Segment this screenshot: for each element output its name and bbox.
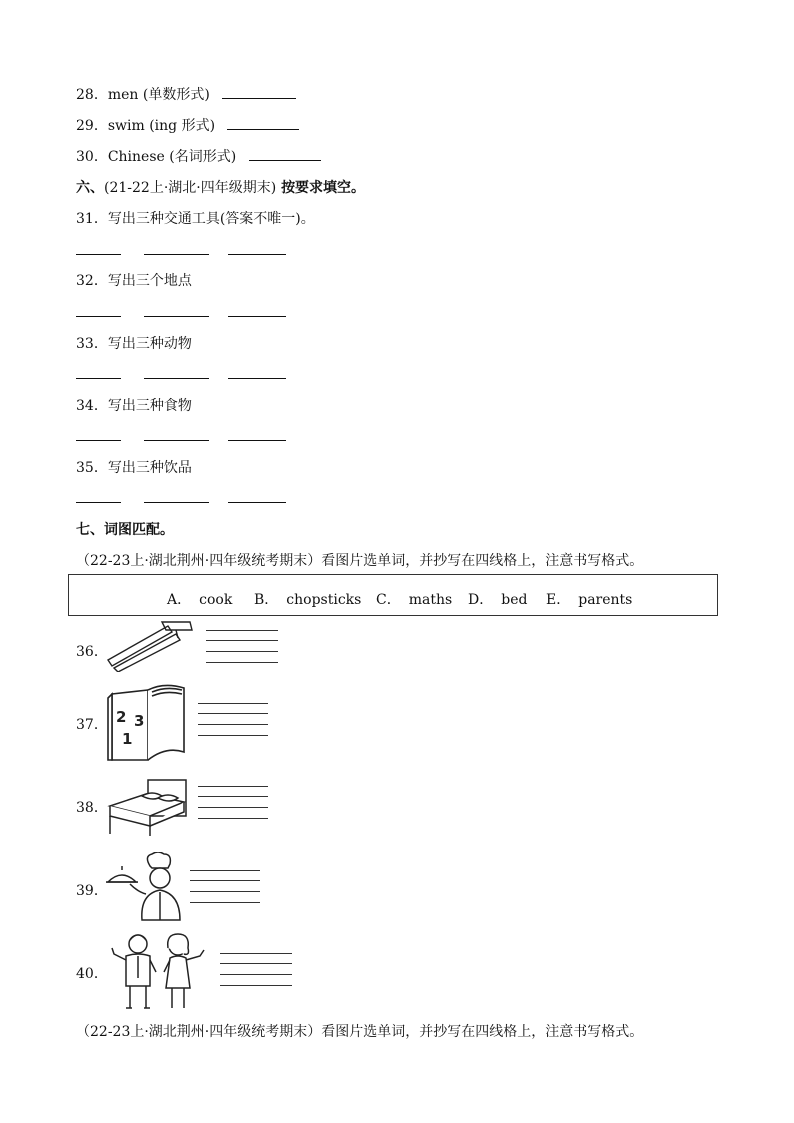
four-line-grid-39[interactable] — [190, 870, 260, 904]
section-7-instruction: （22-23上·湖北荆州·四年级统考期末）看图片选单词，并抄写在四线格上，注意书写格式。 — [76, 553, 644, 569]
item-39-number: 39． — [76, 883, 108, 899]
option-e — [546, 589, 632, 609]
question-number: 30． — [76, 149, 108, 165]
option-d — [468, 589, 527, 609]
answer-blank[interactable] — [144, 316, 209, 317]
answer-blank[interactable] — [228, 316, 286, 317]
book-digit: 1 — [122, 730, 133, 748]
option-word: parents — [578, 592, 633, 608]
answer-blank[interactable] — [227, 117, 299, 130]
question-text: 写出三种动物 — [107, 336, 192, 352]
question-number: 28． — [76, 87, 108, 103]
question-32 — [76, 270, 192, 290]
answer-blank[interactable] — [76, 378, 121, 379]
four-line-grid-36[interactable] — [206, 630, 278, 664]
grid-line — [190, 870, 260, 871]
option-key: A． — [167, 592, 192, 608]
question-text: 写出三种饮品 — [107, 460, 192, 476]
grid-line — [190, 891, 260, 892]
question-text: swim (ing 形式) — [107, 118, 216, 134]
answer-blank[interactable] — [228, 378, 286, 379]
four-line-grid-38[interactable] — [198, 786, 268, 820]
option-word: bed — [501, 592, 528, 608]
grid-line — [206, 640, 278, 641]
book-digit: 2 — [116, 708, 127, 726]
grid-line — [190, 902, 260, 903]
section-6-heading — [76, 177, 365, 197]
answer-blank[interactable] — [222, 86, 296, 99]
grid-line — [220, 985, 292, 986]
section-source: (21-22上·湖北·四年级期末) — [104, 180, 277, 196]
cook-icon — [104, 852, 184, 922]
grid-line — [198, 724, 268, 725]
parents-icon — [104, 930, 212, 1010]
grid-line — [206, 651, 278, 652]
question-text: Chinese (名词形式) — [107, 149, 237, 165]
option-word: cook — [199, 592, 233, 608]
grid-line — [198, 735, 268, 736]
section-instruction: 按要求填空。 — [281, 180, 366, 196]
question-30 — [76, 146, 321, 166]
option-key: D． — [468, 592, 494, 608]
book-digit: 3 — [134, 712, 145, 730]
answer-blank[interactable] — [228, 254, 286, 255]
section-number: 六、 — [76, 180, 104, 196]
question-34 — [76, 395, 192, 415]
grid-line — [220, 974, 292, 975]
answer-blank[interactable] — [76, 254, 121, 255]
grid-line — [220, 963, 292, 964]
question-31 — [76, 208, 315, 228]
item-40-number: 40． — [76, 966, 108, 982]
question-33 — [76, 333, 192, 353]
word-options-box — [68, 574, 718, 616]
question-number: 34． — [76, 398, 108, 414]
four-line-grid-40[interactable] — [220, 953, 292, 987]
question-number: 29． — [76, 118, 108, 134]
option-key: C． — [376, 592, 401, 608]
question-text: 写出三种食物 — [107, 398, 192, 414]
maths-book-icon — [104, 680, 190, 762]
bed-icon — [106, 776, 190, 838]
grid-line — [206, 662, 278, 663]
answer-blank[interactable] — [76, 440, 121, 441]
option-key: E． — [546, 592, 571, 608]
item-36-number: 36． — [76, 644, 108, 660]
question-number: 32． — [76, 273, 108, 289]
question-number: 31． — [76, 211, 108, 227]
item-38-number: 38． — [76, 800, 108, 816]
answer-blank[interactable] — [144, 254, 209, 255]
answer-blank[interactable] — [144, 502, 209, 503]
question-text: men (单数形式) — [107, 87, 210, 103]
question-number: 35． — [76, 460, 108, 476]
grid-line — [220, 953, 292, 954]
grid-line — [198, 703, 268, 704]
option-b — [254, 589, 361, 609]
question-35 — [76, 457, 192, 477]
question-number: 33． — [76, 336, 108, 352]
answer-blank[interactable] — [228, 440, 286, 441]
question-28 — [76, 84, 296, 104]
grid-line — [206, 630, 278, 631]
option-a — [167, 589, 232, 609]
option-word: maths — [408, 592, 453, 608]
answer-blank[interactable] — [76, 316, 121, 317]
option-word: chopsticks — [286, 592, 362, 608]
grid-line — [198, 807, 268, 808]
section-7-heading: 七、词图匹配。 — [76, 522, 174, 538]
grid-line — [190, 880, 260, 881]
answer-blank[interactable] — [249, 148, 321, 161]
answer-blank[interactable] — [228, 502, 286, 503]
option-key: B． — [254, 592, 279, 608]
answer-blank[interactable] — [144, 378, 209, 379]
grid-line — [198, 818, 268, 819]
grid-line — [198, 786, 268, 787]
option-c — [376, 589, 452, 609]
item-37-number: 37． — [76, 717, 108, 733]
four-line-grid-37[interactable] — [198, 703, 268, 737]
section-7-footer-instruction: （22-23上·湖北荆州·四年级统考期末）看图片选单词，并抄写在四线格上，注意书写格式。 — [76, 1024, 644, 1040]
answer-blank[interactable] — [76, 502, 121, 503]
question-text: 写出三个地点 — [107, 273, 192, 289]
grid-line — [198, 796, 268, 797]
question-text: 写出三种交通工具(答案不唯一)。 — [107, 211, 315, 227]
grid-line — [198, 713, 268, 714]
chopsticks-icon — [106, 620, 198, 672]
question-29 — [76, 115, 299, 135]
answer-blank[interactable] — [144, 440, 209, 441]
